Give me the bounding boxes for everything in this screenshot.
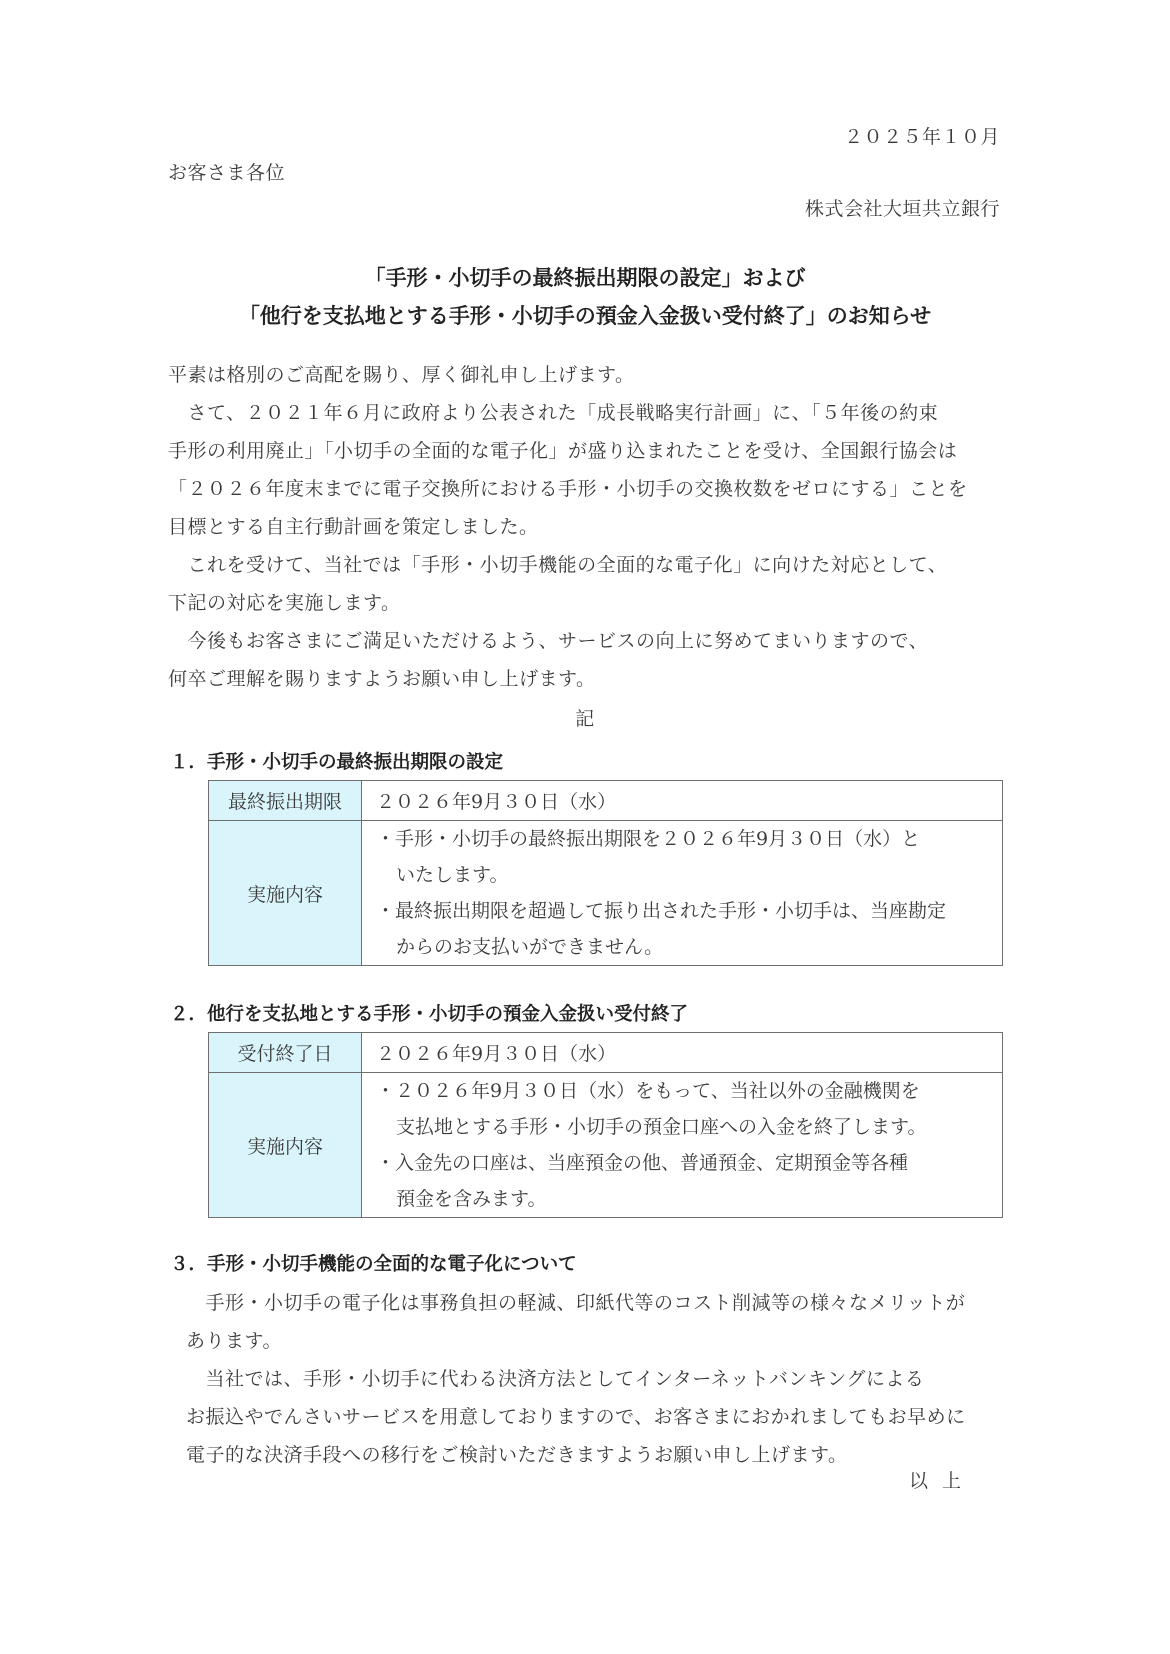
intro-line: 手形の利用廃止」「小切手の全面的な電子化」が盛り込まれたことを受け、全国銀行協会は [168, 440, 958, 462]
intro-line: 目標とする自主行動計画を策定しました。 [168, 516, 539, 538]
intro-line: さて、２０２１年６月に政府より公表された「成長戦略実行計画」に、「５年後の約束 [168, 402, 939, 424]
bullet-line: からのお支払いができません。 [396, 936, 664, 958]
title-line-2: 「他行を支払地とする手形・小切手の預金入金扱い受付終了」のお知らせ [238, 304, 932, 328]
section-2-table [208, 1032, 1003, 1218]
intro-line: 平素は格別のご高配を賜り、厚く御礼申し上げます。 [168, 364, 635, 386]
table-label: 実施内容 [209, 821, 362, 966]
bullet-line: ・最終振出期限を超過して振り出された手形・小切手は、当座勘定 [376, 900, 947, 922]
bullet-line: ・２０２６年9月３０日（水）をもって、当社以外の金融機関を [376, 1080, 920, 1102]
section-3-line: 当社では、手形・小切手に代わる決済方法としてインターネットバンキングによる [186, 1368, 925, 1390]
section-3-line: あります。 [186, 1330, 282, 1352]
intro-line: 下記の対応を実施します。 [168, 592, 401, 614]
bullet-line: ・入金先の口座は、当座預金の他、普通預金、定期預金等各種 [376, 1152, 909, 1174]
table-label: 受付終了日 [209, 1033, 362, 1073]
section-3-line: 電子的な決済手段への移行をご検討いただきますようお願い申し上げます。 [186, 1444, 848, 1466]
table-row [209, 1073, 1003, 1218]
table-row [209, 821, 1003, 966]
intro-line: これを受けて、当社では「手形・小切手機能の全面的な電子化」に向けた対応として、 [168, 554, 948, 576]
section-2-heading: ２．他行を支払地とする手形・小切手の預金入金扱い受付終了 [170, 1004, 689, 1025]
document-date: ２０２５年１０月 [843, 126, 1000, 148]
sender-name: 株式会社大垣共立銀行 [804, 198, 1000, 220]
intro-line: 今後もお客さまにご満足いただけるよう、サービスの向上に努めてまいりますので、 [168, 630, 929, 652]
table-row [209, 781, 1003, 821]
table-value: ２０２６年9月３０日（水） [362, 1033, 1003, 1073]
table-value [362, 1073, 1003, 1218]
intro-line: 「２０２６年度末までに電子交換所における手形・小切手の交換枚数をゼロにする」ことを [168, 478, 968, 500]
ki-marker: 記 [575, 708, 595, 730]
bullet-line: 支払地とする手形・小切手の預金口座への入金を終了します。 [396, 1116, 927, 1138]
title-line-1: 「手形・小切手の最終振出期限の設定」および [364, 266, 806, 290]
section-1-heading: １．手形・小切手の最終振出期限の設定 [170, 752, 504, 773]
addressee: お客さま各位 [168, 162, 286, 184]
bullet-line: 預金を含みます。 [396, 1188, 547, 1210]
section-3-line: 手形・小切手の電子化は事務負担の軽減、印紙代等のコスト削減等の様々なメリットが [186, 1292, 966, 1314]
table-value: ２０２６年9月３０日（水） [362, 781, 1003, 821]
table-row [209, 1033, 1003, 1073]
bullet-line: ・手形・小切手の最終振出期限を２０２６年9月３０日（水）と [376, 828, 921, 850]
section-3-line: お振込やでんさいサービスを用意しておりますので、お客さまにおかれましてもお早めに [186, 1406, 966, 1428]
table-label: 最終振出期限 [209, 781, 362, 821]
table-label: 実施内容 [209, 1073, 362, 1218]
intro-line: 何卒ご理解を賜りますようお願い申し上げます。 [168, 668, 596, 690]
section-3-heading: ３．手形・小切手機能の全面的な電子化について [170, 1254, 577, 1275]
table-value [362, 821, 1003, 966]
section-1-table [208, 780, 1003, 966]
bullet-line: いたします。 [396, 864, 509, 886]
closing-ijo: 以上 [908, 1470, 975, 1492]
